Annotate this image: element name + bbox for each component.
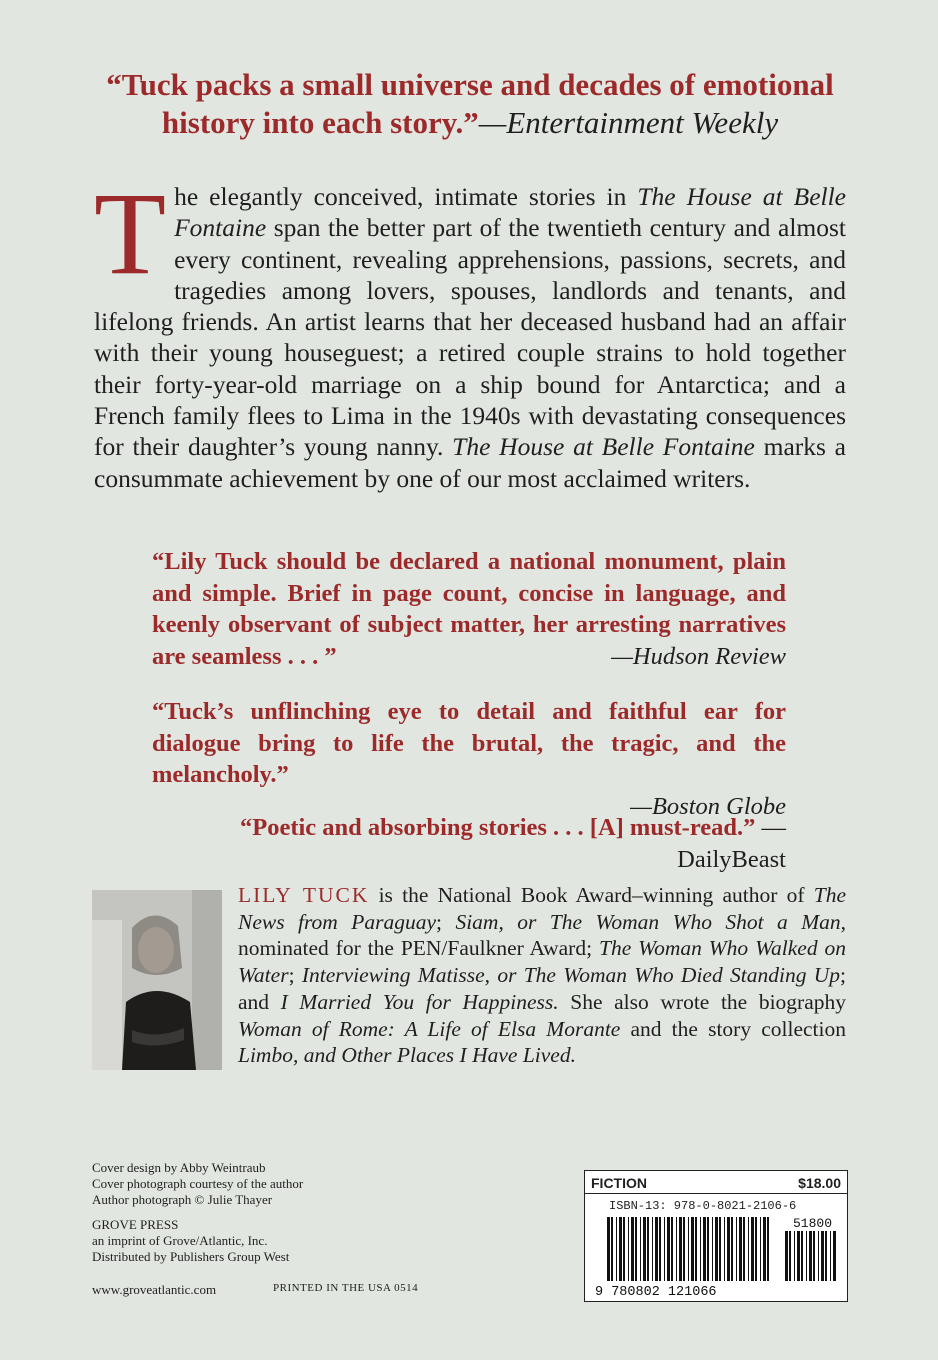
top-quote xyxy=(80,66,860,142)
barcode-addon-bars xyxy=(785,1231,836,1281)
cover-photo-credit: Cover photograph courtesy of the author xyxy=(92,1176,304,1191)
credits-block xyxy=(92,1160,303,1265)
category-label: FICTION xyxy=(591,1175,647,1191)
quote-source: —Boston Globe xyxy=(630,792,786,820)
top-quote-source: —Entertainment Weekly xyxy=(478,105,779,140)
distributor: Distributed by Publishers Group West xyxy=(92,1249,290,1264)
author-photo-credit: Author photograph © Julie Thayer xyxy=(92,1192,273,1207)
author-photo xyxy=(92,890,222,1070)
publisher-imprint: an imprint of Grove/Atlantic, Inc. xyxy=(92,1233,268,1248)
description-blurb xyxy=(94,168,846,494)
ean-number: 9 780802 121066 xyxy=(595,1285,717,1299)
bio-text: ; and xyxy=(238,963,846,1014)
author-name: LILY TUCK xyxy=(238,883,370,907)
review-quote-hudson xyxy=(152,546,786,672)
blurb-part-2: span the better part of the twentieth century and almost every continent, revealing apprehensions, passions, secrets, and tragedies among lovers, spouses, landlords and tenants, and lifelong friends. An artist learns that her deceased husband had an affair with their young houseguest; a retired couple strains to hold together their forty-year-old marriage on a ship bound for Antarctica; and a French family flees to Lima in the 1940s with devastating consequences for their daughter’s young nanny. xyxy=(94,213,846,462)
cover-design-credit: Cover design by Abby Weintraub xyxy=(92,1160,266,1175)
bio-text: ; xyxy=(288,963,302,988)
addon-number: 51800 xyxy=(793,1216,833,1231)
book-title: Interviewing Matisse, or The Woman Who Died Standing Up xyxy=(301,963,841,988)
book-title: Woman of Rome: A Life of Elsa Morante xyxy=(238,1016,621,1041)
barcode-bars xyxy=(607,1217,769,1281)
bio-text: is the National Book Award–winning author of xyxy=(369,883,814,907)
bio-text: , nominated for the PEN/Faulkner Award; xyxy=(238,909,847,961)
quote-source: —DailyBeast xyxy=(677,814,786,873)
blurb-part-1: he elegantly conceived, intimate stories in xyxy=(174,182,638,211)
book-title: I Married You for Happiness. xyxy=(280,989,559,1014)
quote-text: “Tuck’s unflinching eye to detail and faithful ear for dialogue bring to life the brutal, the tragic, and the melancholy.” xyxy=(152,698,786,788)
author-bio xyxy=(238,882,846,1069)
isbn-label: ISBN-13: 978-0-8021-2106-6 xyxy=(609,1199,797,1213)
publisher-url: www.groveatlantic.com xyxy=(92,1282,217,1297)
blurb-title-1: The House at Belle Fontaine xyxy=(174,182,846,243)
quote-source: —Hudson Review xyxy=(611,642,786,670)
publisher-name: GROVE PRESS xyxy=(92,1217,179,1232)
barcode-header xyxy=(585,1171,847,1194)
book-title: Limbo, and Other Places I Have Lived. xyxy=(238,1043,576,1068)
review-quote-dailybeast xyxy=(146,812,786,875)
quote-text: “Poetic and absorbing stories . . . [A] must-read.” xyxy=(239,814,756,841)
review-quote-boston xyxy=(152,696,786,822)
barcode-graphic xyxy=(593,1215,841,1299)
top-quote-text: “Tuck packs a small universe and decades of emotional history into each story.” xyxy=(106,67,834,140)
blurb-part-3: marks a consummate achievement by one of our most acclaimed writers. xyxy=(94,432,846,493)
quote-text: “Lily Tuck should be declared a national monument, plain and simple. Brief in page count, concise in language, and keenly observant of subject matter, her arresting narratives are seamless . . . ” xyxy=(152,548,786,670)
barcode-box xyxy=(584,1170,848,1302)
printed-in: PRINTED IN THE USA 0514 xyxy=(273,1282,419,1294)
bio-text: ; xyxy=(436,909,456,934)
drop-cap: T xyxy=(94,168,167,299)
bio-text: She also wrote the biography xyxy=(558,989,846,1014)
bio-text: and the story collection xyxy=(620,1016,846,1041)
book-title: The News from Paraguay xyxy=(238,883,846,934)
book-title: Siam, or The Woman Who Shot a Man xyxy=(455,909,841,934)
price-label: $18.00 xyxy=(798,1175,841,1191)
blurb-title-2: The House at Belle Fontaine xyxy=(452,432,755,462)
book-title: The Woman Who Walked on Water xyxy=(238,936,846,988)
